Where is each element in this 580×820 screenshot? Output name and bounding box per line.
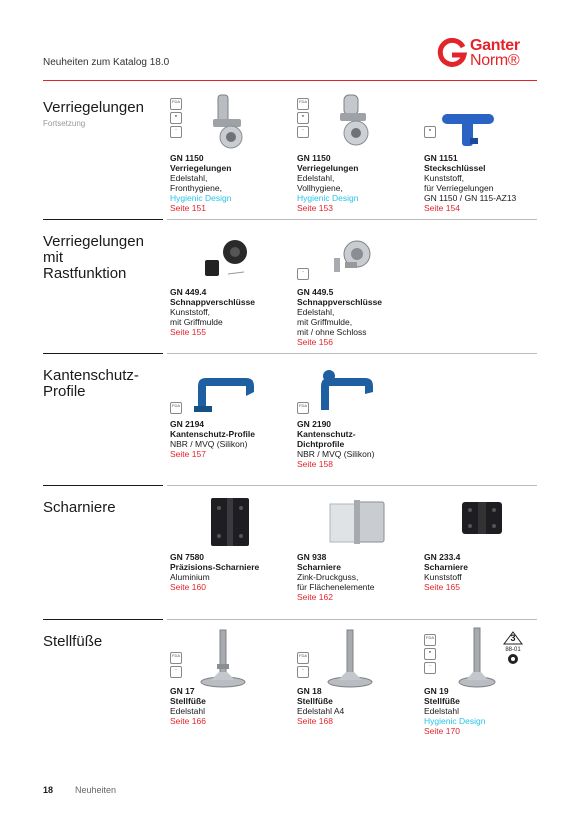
- product-name: Schnappverschlüsse: [297, 297, 383, 307]
- product-line: für Verriegelungen: [424, 183, 494, 193]
- product-line: mit Griffmulde: [170, 317, 223, 327]
- product-name: Stellfüße: [170, 696, 206, 706]
- page-link[interactable]: Seite 156: [297, 337, 333, 347]
- product-line: mit / ohne Schloss: [297, 327, 367, 337]
- product-line: Edelstahl: [424, 706, 459, 716]
- product-line: Kunststoff,: [424, 173, 465, 183]
- product-gn449-5: [297, 287, 417, 347]
- section-title-rastfunktion: Verriegelungen mit Rastfunktion: [43, 233, 144, 282]
- section-rule: [43, 619, 163, 620]
- hygienic-design-link[interactable]: Hygienic Design: [424, 716, 486, 726]
- hygienic-design-link[interactable]: Hygienic Design: [297, 193, 359, 203]
- product-code: GN 7580: [170, 552, 205, 562]
- page-link[interactable]: Seite 168: [297, 716, 333, 726]
- product-code: GN 2194: [170, 419, 205, 429]
- product-code: GN 1150: [297, 153, 331, 163]
- page-link[interactable]: Seite 153: [297, 203, 333, 213]
- icon-column: [297, 268, 311, 282]
- product-gn233-4: [424, 552, 544, 592]
- section-title-kantenschutz: Kantenschutz- Profile: [43, 367, 139, 400]
- hygiene-icon: ~: [170, 666, 182, 678]
- ganter-logo: [437, 38, 547, 74]
- product-gn2194: [170, 419, 290, 459]
- drop-icon: ●: [424, 126, 436, 138]
- product-code: GN 19: [424, 686, 449, 696]
- product-gn7580: [170, 552, 290, 592]
- icon-column: [424, 126, 438, 140]
- product-code: GN 1151: [424, 153, 458, 163]
- product-name: Verriegelungen: [297, 163, 359, 173]
- product-name: Stellfüße: [424, 696, 460, 706]
- product-code: GN 938: [297, 552, 327, 562]
- hygienic-design-link[interactable]: Hygienic Design: [170, 193, 232, 203]
- hygiene-icon: ~: [297, 666, 309, 678]
- leveling-foot-gn18-image: [324, 628, 376, 690]
- hinge-plastic-image: [458, 498, 506, 538]
- product-line: Edelstahl,: [297, 307, 335, 317]
- product-code: GN 449.4: [170, 287, 207, 297]
- section-rule: [43, 219, 163, 220]
- product-name: Stellfüße: [297, 696, 333, 706]
- product-name: Dichtprofile: [297, 439, 345, 449]
- page-link[interactable]: Seite 155: [170, 327, 206, 337]
- page-link[interactable]: Seite 160: [170, 582, 206, 592]
- ganter-logo-icon: [437, 38, 467, 68]
- product-name: Präzisions-Scharniere: [170, 562, 260, 572]
- product-gn19: [424, 686, 544, 736]
- badge-number: 3: [510, 633, 516, 643]
- page-link[interactable]: Seite 151: [170, 203, 206, 213]
- product-code: GN 233.4: [424, 552, 461, 562]
- product-line: Aluminium: [170, 572, 210, 582]
- section-rule: [167, 619, 537, 620]
- section-title-stellfuesse: Stellfüße: [43, 633, 103, 650]
- hygiene-icon: ~: [297, 126, 309, 138]
- 3a-sanitary-badge: [500, 631, 526, 667]
- fda-icon: FDA: [170, 98, 182, 110]
- icon-column: [170, 98, 184, 140]
- product-name: Kantenschutz-: [297, 429, 356, 439]
- product-name: Kantenschutz-Profile: [170, 429, 256, 439]
- product-line: Zink-Druckguss,: [297, 572, 359, 582]
- product-gn17: [170, 686, 290, 726]
- page-link[interactable]: Seite 170: [424, 726, 460, 736]
- hinge-precision-image: [205, 496, 255, 548]
- icon-column: [297, 402, 311, 416]
- lock-front-image: [205, 93, 250, 151]
- icon-column: [170, 402, 184, 416]
- product-code: GN 17: [170, 686, 195, 696]
- product-line: Kunststoff,: [170, 307, 211, 317]
- product-gn2190: [297, 419, 417, 469]
- page-link[interactable]: Seite 166: [170, 716, 206, 726]
- hinge-glass-image: [328, 498, 388, 546]
- product-code: GN 18: [297, 686, 322, 696]
- icon-column: [424, 634, 438, 676]
- brand-name: Ganter: [470, 37, 520, 54]
- page-link[interactable]: Seite 158: [297, 459, 333, 469]
- product-line: Edelstahl A4: [297, 706, 345, 716]
- product-code: GN 1150: [170, 153, 204, 163]
- section-rule: [167, 219, 537, 220]
- leveling-foot-gn17-image: [197, 628, 249, 690]
- fda-icon: FDA: [424, 634, 436, 646]
- product-code: GN 2190: [297, 419, 332, 429]
- section-rule: [167, 485, 537, 486]
- product-line: NBR / MVQ (Silikon): [170, 439, 248, 449]
- drop-icon: ●: [297, 112, 309, 124]
- product-name: Verriegelungen: [170, 163, 232, 173]
- hygiene-icon: ~: [297, 268, 309, 280]
- product-line: Vollhygiene,: [297, 183, 343, 193]
- product-gn1150-full: [297, 153, 417, 213]
- page-number: 18: [43, 785, 54, 795]
- fda-icon: FDA: [170, 652, 182, 664]
- product-gn18: [297, 686, 417, 726]
- header-rule: [43, 80, 537, 81]
- lock-full-image: [332, 93, 377, 151]
- product-line: Fronthygiene,: [170, 183, 222, 193]
- product-gn1151: [424, 153, 544, 213]
- page-link[interactable]: Seite 165: [424, 582, 460, 592]
- drop-icon: ●: [170, 112, 182, 124]
- catalog-title: Neuheiten zum Katalog 18.0: [43, 57, 170, 68]
- section-rule: [167, 353, 537, 354]
- product-line: NBR / MVQ (Silikon): [297, 449, 375, 459]
- product-gn449-4: [170, 287, 290, 337]
- product-line: Kunststoff: [424, 572, 462, 582]
- hygiene-icon: ~: [424, 662, 436, 674]
- fda-icon: FDA: [170, 402, 182, 414]
- page-link[interactable]: Seite 157: [170, 449, 206, 459]
- product-line: für Flächenelemente: [297, 582, 375, 592]
- product-line: GN 1150 / GN 115-AZ13: [424, 193, 517, 203]
- drop-icon: ●: [424, 648, 436, 660]
- brand-norm: Norm®: [470, 52, 520, 69]
- leveling-foot-gn19-image: [454, 624, 500, 690]
- product-gn1150-front: [170, 153, 290, 213]
- fda-icon: FDA: [297, 402, 309, 414]
- product-code: GN 449.5: [297, 287, 334, 297]
- product-name: Scharniere: [297, 562, 341, 572]
- icon-column: [297, 652, 311, 680]
- product-line: Edelstahl,: [170, 173, 208, 183]
- seal-profile-image: [315, 368, 375, 414]
- fda-icon: FDA: [297, 652, 309, 664]
- page-link[interactable]: Seite 162: [297, 592, 333, 602]
- product-line: mit Griffmulde,: [297, 317, 353, 327]
- section-subtitle: Fortsetzung: [43, 119, 86, 128]
- icon-column: [170, 652, 184, 680]
- hygiene-icon: ~: [170, 126, 182, 138]
- fda-icon: FDA: [297, 98, 309, 110]
- product-gn938: [297, 552, 417, 602]
- footer-label: Neuheiten: [75, 785, 117, 795]
- latch-steel-image: [330, 236, 380, 280]
- section-title-scharniere: Scharniere: [43, 499, 116, 516]
- product-name: Scharniere: [424, 562, 468, 572]
- latch-plastic-image: [200, 236, 260, 284]
- product-line: Edelstahl: [170, 706, 205, 716]
- product-name: Steckschlüssel: [424, 163, 486, 173]
- icon-column: [297, 98, 311, 140]
- ehedg-icon: [506, 653, 520, 665]
- product-name: Schnappverschlüsse: [170, 297, 256, 307]
- product-line: Edelstahl,: [297, 173, 335, 183]
- edge-profile-image: [192, 370, 257, 416]
- section-rule: [43, 485, 163, 486]
- section-rule: [43, 353, 163, 354]
- page-link[interactable]: Seite 154: [424, 203, 460, 213]
- badge-code: 88-01: [505, 647, 521, 653]
- section-title-verriegelungen: Verriegelungen: [43, 99, 144, 116]
- key-image: [440, 110, 515, 152]
